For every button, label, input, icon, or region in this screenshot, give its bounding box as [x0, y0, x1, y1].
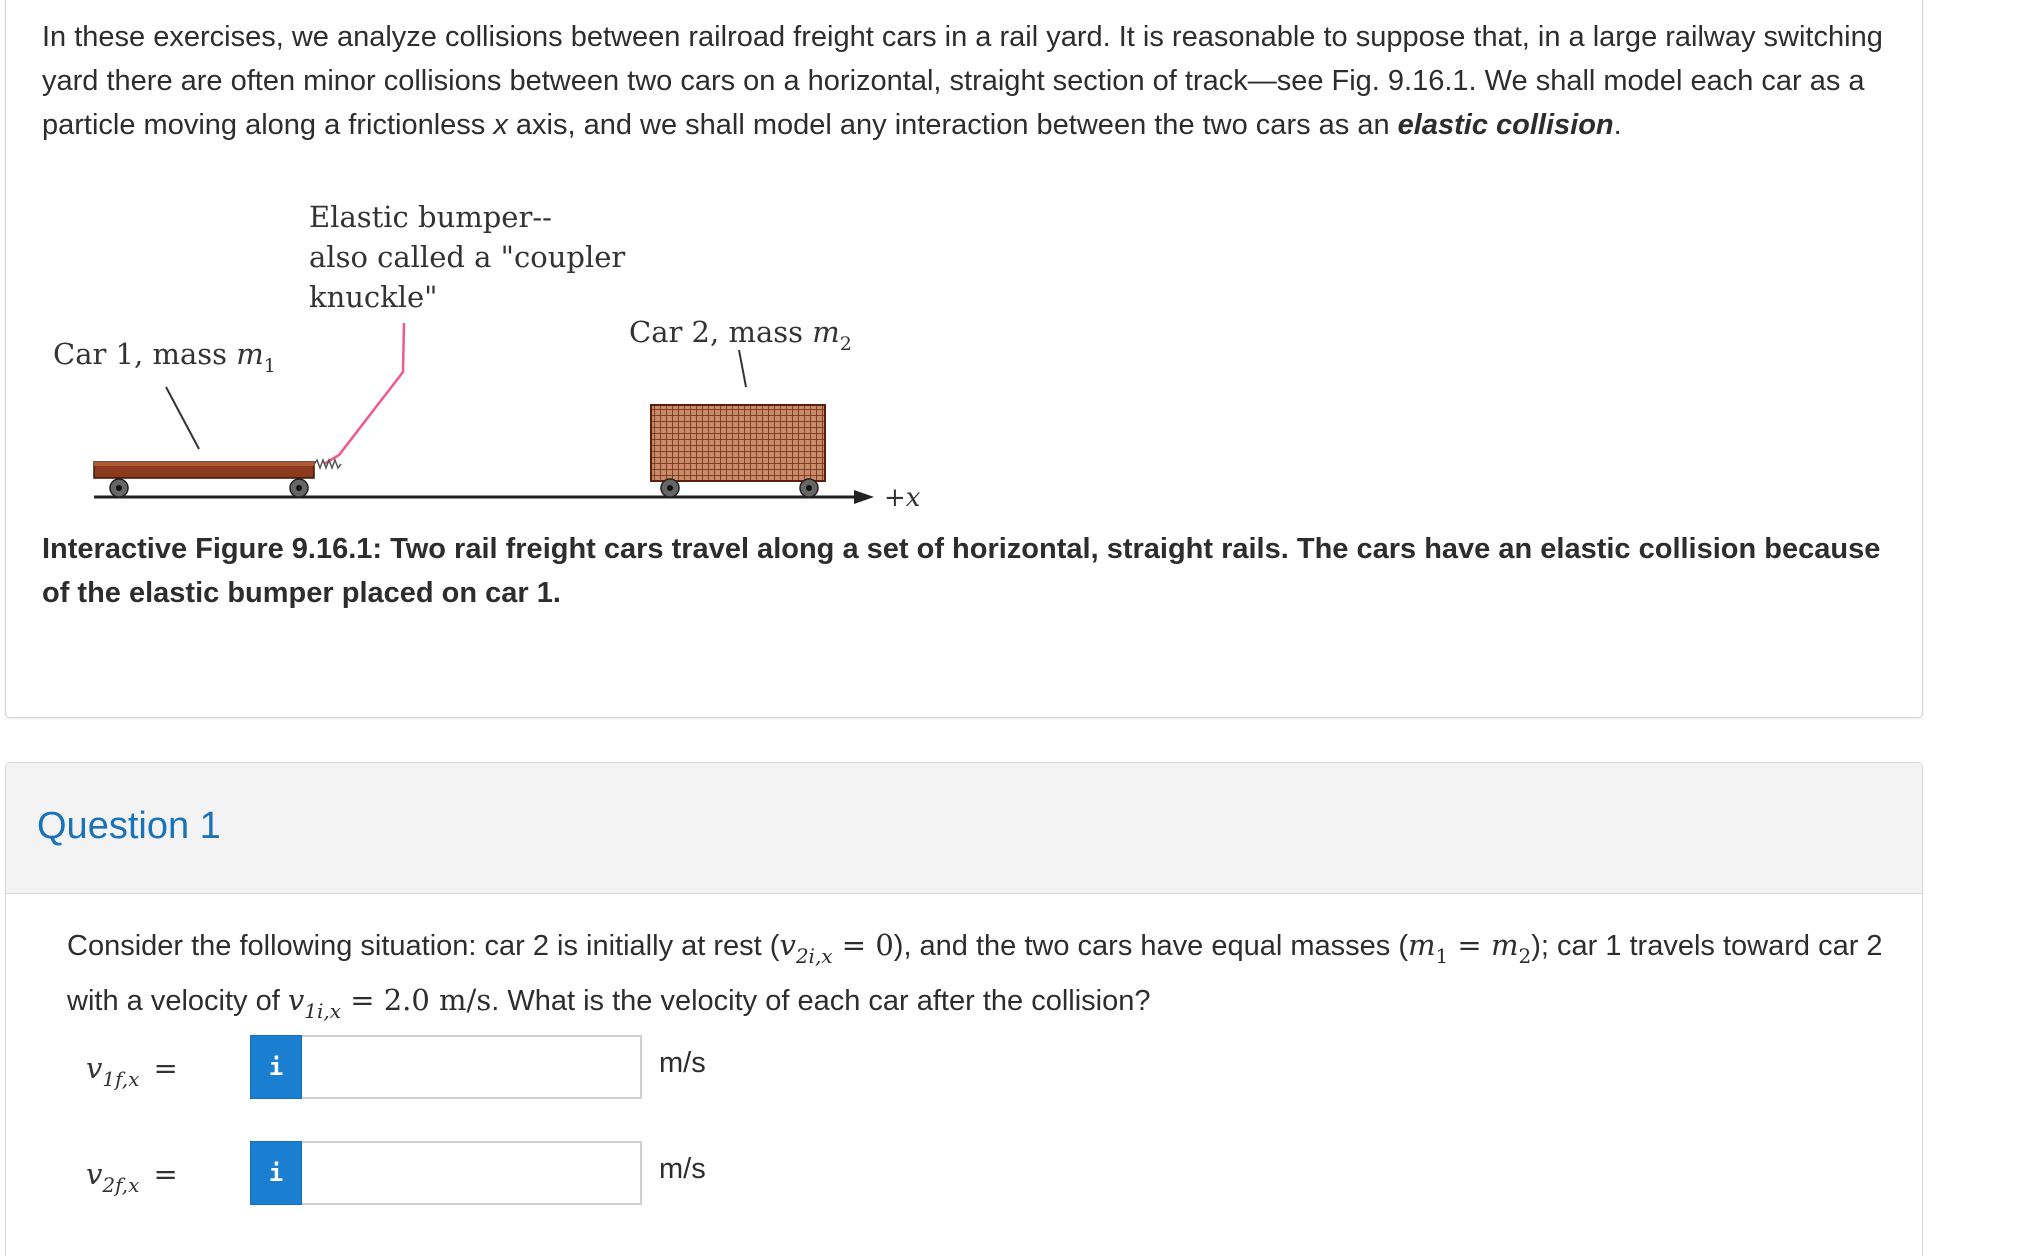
v2ix-symbol: v: [779, 928, 796, 962]
v1f-symbol: v: [86, 1051, 103, 1085]
answer-label-v2f: [86, 1157, 178, 1197]
answer-input-v2f[interactable]: [302, 1141, 642, 1205]
car1-wheel-right-hub: [296, 485, 302, 491]
v1ix-symbol: v: [287, 983, 305, 1017]
car1-label-text: Car 1, mass: [53, 337, 237, 371]
intro-panel: [5, 0, 1923, 718]
figure-9-16-1: [6, 187, 921, 532]
bumper-label-line1: Elastic bumper--: [309, 200, 552, 234]
car2-mass-subscript: 2: [839, 333, 852, 355]
prompt-text-a: Consider the following situation: car 2 is initially at rest (: [67, 930, 780, 962]
intro-x-variable: x: [493, 109, 508, 141]
v1f-subscript: 1f,x: [102, 1067, 140, 1091]
v1ix-subscript: 1i,x: [304, 999, 341, 1023]
m1-subscript: 1: [1435, 944, 1449, 968]
car2-body: [651, 405, 825, 481]
bumper-label: [309, 197, 625, 317]
intro-text-part2: axis, and we shall model any interaction between the two cars as an: [507, 109, 1398, 141]
car1-label: [53, 337, 276, 377]
car1-pointer-line: [166, 387, 199, 449]
figure-caption: Interactive Figure 9.16.1: Two rail freight cars travel along a set of horizontal, straight rails. The cars have an elastic collision because of the elastic bumper placed on car 1.: [42, 533, 1881, 609]
m1-symbol: m: [1407, 928, 1436, 962]
car2-mass-symbol: m: [812, 315, 840, 349]
bumper-pointer-line: [324, 323, 404, 464]
x-axis-label: +x: [884, 483, 921, 513]
car2-wheel-right-hub: [806, 485, 812, 491]
m2-subscript: 2: [1518, 944, 1532, 968]
car1-wheel-left-hub: [116, 485, 122, 491]
v2f-subscript: 2f,x: [102, 1173, 140, 1197]
car2-pointer-line: [739, 350, 746, 387]
prompt-text-d: . What is the velocity of each car after the collision?: [491, 985, 1151, 1017]
prompt-text-c: ); car 1 travels toward car 2 with a velocity of: [67, 930, 1883, 1017]
question-header: [6, 763, 1922, 894]
v2ix-value: = 0: [832, 928, 894, 962]
answer-row-v2f: [6, 1141, 1006, 1207]
info-button-v2f[interactable]: i: [250, 1141, 302, 1205]
answer-label-v1f: [86, 1051, 178, 1091]
answer-row-v1f: [6, 1035, 1006, 1101]
answer-input-v1f[interactable]: [302, 1035, 642, 1099]
v2f-symbol: v: [86, 1157, 103, 1191]
m2-symbol: m: [1490, 928, 1519, 962]
v1f-equals: =: [153, 1051, 178, 1085]
car2-label: [629, 315, 852, 355]
car1-body-highlight: [94, 462, 314, 466]
unit-label-v2f: m/s: [659, 1153, 706, 1185]
axis-arrow-icon: [854, 490, 874, 504]
v2ix-subscript: 2i,x: [795, 944, 833, 968]
car1-mass-subscript: 1: [263, 355, 276, 377]
mass-equals: =: [1448, 928, 1491, 962]
info-button-v1f[interactable]: i: [250, 1035, 302, 1099]
question-panel: [5, 762, 1923, 1256]
intro-text-part3: .: [1613, 109, 1622, 141]
intro-paragraph: [42, 15, 1902, 147]
car1-mass-symbol: m: [236, 337, 264, 371]
question-prompt: [67, 923, 1897, 1033]
intro-text-part1: In these exercises, we analyze collisions between railroad freight cars in a rail yard. It is reasonable to suppose that, in a large railway switching yard there are often minor collisions between two cars on a horizontal, straight section of track—see Fig. 9.16.1. We shall model each car as a particle moving along a frictionless: [42, 21, 1883, 141]
prompt-text-b: ), and the two cars have equal masses (: [893, 930, 1408, 962]
car2-label-text: Car 2, mass: [629, 315, 813, 349]
question-title: Question 1: [37, 805, 221, 847]
v2f-equals: =: [153, 1157, 178, 1191]
v1ix-value: = 2.0 m/s: [340, 983, 492, 1017]
unit-label-v1f: m/s: [659, 1047, 706, 1079]
bumper-label-line2: also called a "coupler: [309, 240, 626, 274]
car2-wheel-left-hub: [667, 485, 673, 491]
bumper-label-line3: knuckle": [309, 280, 438, 314]
intro-elastic-collision: elastic collision: [1397, 109, 1614, 141]
